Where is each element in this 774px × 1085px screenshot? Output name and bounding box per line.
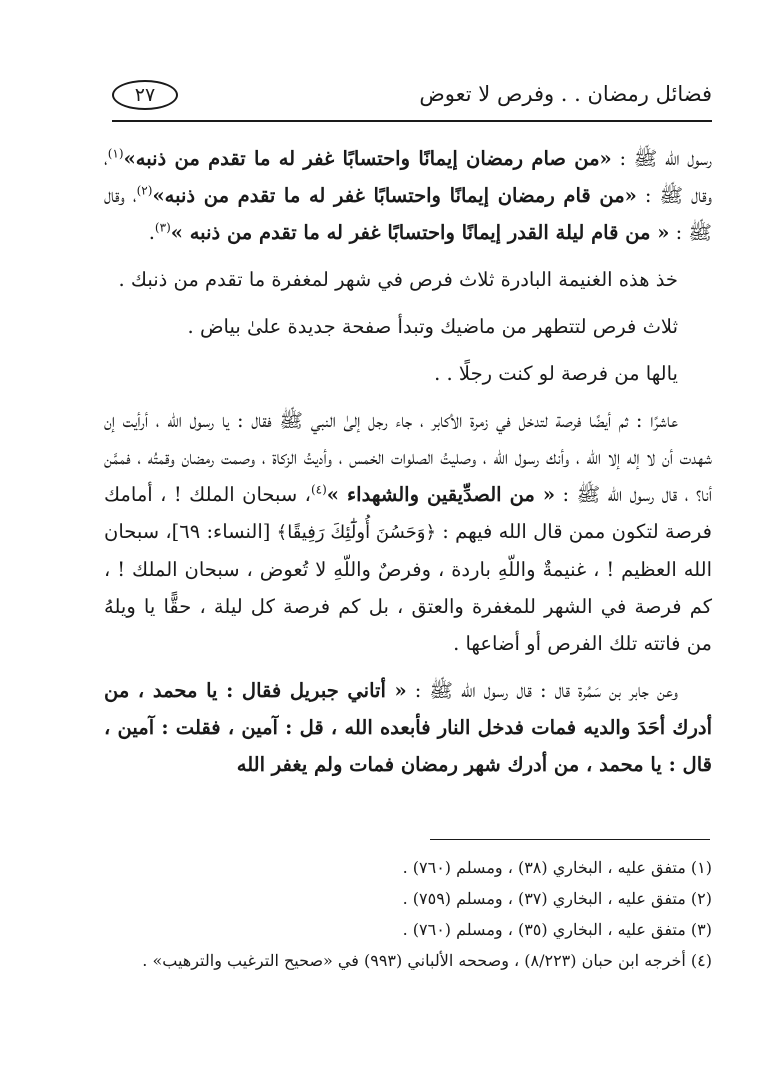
paragraph bbox=[104, 672, 712, 783]
running-header-title: فضائل رمضان . . وفرص لا تعوض bbox=[419, 82, 712, 106]
hadith-quote: « من قام ليلة القدر إيمانًا واحتسابًا غفر له ما تقدم من ذنبه » bbox=[170, 221, 670, 244]
footnote-divider bbox=[430, 839, 710, 840]
footnote-ref: (٢) bbox=[136, 183, 153, 198]
footnote-ref: (٤) bbox=[310, 482, 327, 497]
hadith-quote: « من الصدِّيقين والشهداء » bbox=[326, 483, 556, 506]
footnote-ref: (٣) bbox=[154, 220, 171, 235]
page-number-badge: ٢٧ bbox=[112, 80, 178, 110]
text-run: ، وقال ﷺ : bbox=[104, 184, 712, 244]
footnotes bbox=[104, 852, 712, 976]
hadith-quote: « أتاني جبريل فقال : يا محمد ، من أدرك أحَدَ والديه فمات فدخل النار فأبعده الله ، قل : آمين ، فقلت : آمين ، قال : يا محمد ، من أدرك شهر رمضان فمات ولم يغفر الله bbox=[104, 679, 712, 776]
text-run: ثلاث فرص لتتطهر من ماضيك وتبدأ صفحة جديدة علىٰ بياض . bbox=[187, 315, 678, 338]
paragraph bbox=[104, 402, 712, 662]
header-divider bbox=[112, 120, 712, 122]
text-run: يالها من فرصة لو كنت رجلًا . . bbox=[434, 362, 678, 385]
text-run: عاشرًا : ثم أيضًا فرصة لتدخل في زمرة الأكابر ، جاء رجل إلىٰ النبي ﷺ فقال : يا رسول الله ، أرأيت إن شهدت أن لا إله إلا الله ، وأنك رسول الله ، وصليتُ الصلوات الخمس ، وأديتُ الزكاة ، وصمت رمضان وقمتُه ، فممَّن أنا؟ ، قال رسول الله ﷺ : bbox=[104, 409, 712, 506]
text-run: وعن جابر بن سَمُرة قال : قال رسول الله ﷺ : bbox=[406, 679, 678, 702]
running-header bbox=[112, 78, 712, 118]
paragraph bbox=[104, 355, 712, 392]
footnote-3: (٣) متفق عليه ، البخاري (٣٥) ، ومسلم (٧٦٠) . bbox=[402, 920, 712, 939]
footnote-1: (١) متفق عليه ، البخاري (٣٨) ، ومسلم (٧٦٠) . bbox=[402, 858, 712, 877]
main-text bbox=[104, 140, 712, 793]
text-run: ، وقال ﷺ : bbox=[104, 147, 712, 207]
footnote-ref: (١) bbox=[107, 146, 124, 161]
paragraph bbox=[104, 140, 712, 251]
text-run: [النساء: ٦٩]، سبحان الله العظيم ! ، غنيمةٌ واللّهِ باردة ، وفرصٌ واللّهِ لا تُعوض ، سبحان الملك ! ، كم فرصة في الشهر للمغفرة والعتق ، بل كم فرصة كل ليلة ، حقًّا يا ويلهُ من فاتته تلك الفرص أو أضاعها . bbox=[104, 520, 712, 655]
text-run: ، سبحان الملك ! ، أمامك فرصة لتكون ممن قال الله فيهم : bbox=[104, 483, 712, 543]
paragraph bbox=[104, 261, 712, 298]
footnote-4: (٤) أخرجه ابن حبان (٨/٢٢٣) ، وصححه الألباني (٩٩٣) في «صحيح الترغيب والترهيب» . bbox=[142, 951, 712, 970]
text-run: رسول الله ﷺ : bbox=[611, 147, 712, 170]
hadith-quote: «من قام رمضان إيمانًا واحتسابًا غفر له ما تقدم من ذنبه» bbox=[152, 184, 637, 207]
quran-verse: ﴿وَحَسُنَ أُولَٰٓئِكَ رَفِيقًا﴾ bbox=[276, 522, 437, 543]
hadith-quote: «من صام رمضان إيمانًا واحتسابًا غفر له ما تقدم من ذنبه» bbox=[123, 147, 612, 170]
paragraph bbox=[104, 308, 712, 345]
text-run: خذ هذه الغنيمة البادرة ثلاث فرص في شهر لمغفرة ما تقدم من ذنبك . bbox=[118, 268, 678, 291]
footnote-2: (٢) متفق عليه ، البخاري (٣٧) ، ومسلم (٧٥٩) . bbox=[402, 889, 712, 908]
text-run: . bbox=[148, 221, 155, 244]
